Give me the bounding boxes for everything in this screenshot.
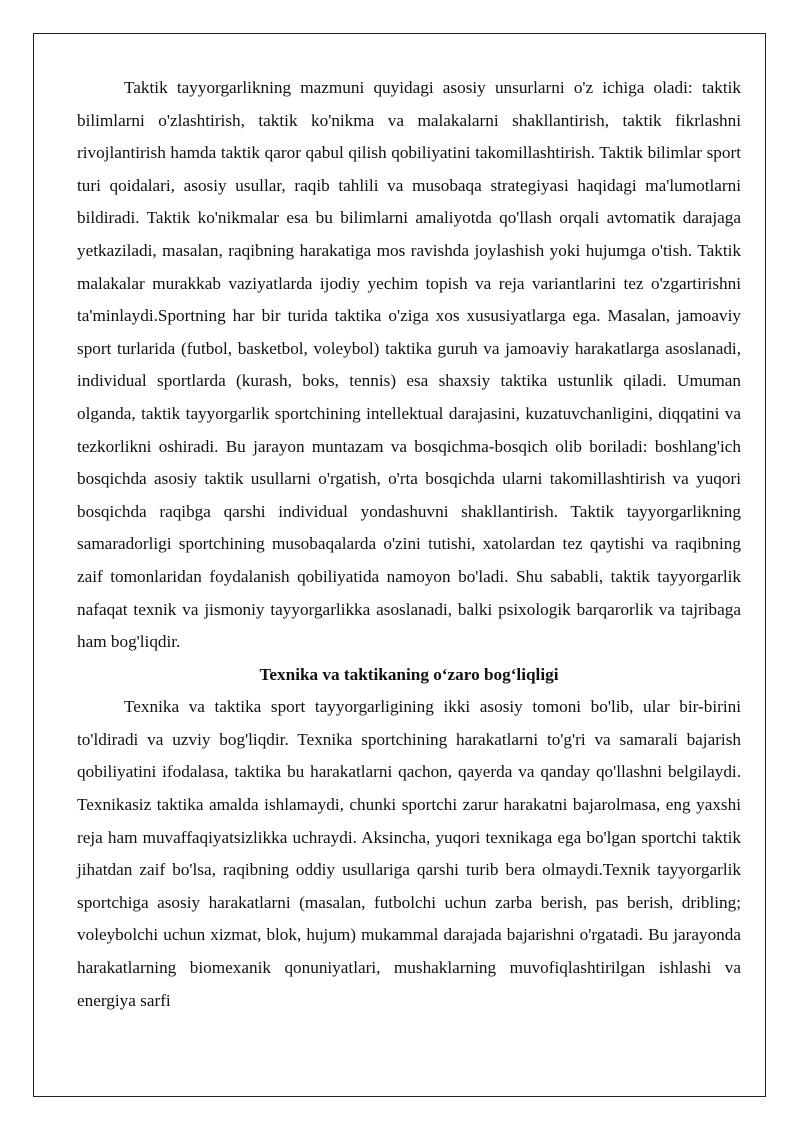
section-heading: Texnika va taktikaning o‘zaro bog‘liqligi xyxy=(259,664,559,684)
document-body xyxy=(77,72,741,1017)
paragraph-tactical-preparation: Taktik tayyorgarlikning mazmuni quyidagi asosiy unsurlarni o'z ichiga oladi: taktik bilimlarni o'zlashtirish, taktik ko'nikma va malakalarni shakllantirish, taktik fikrlashni rivojlantirish hamda taktik qaror qabul qilish qobiliyatini takomillashtirish. Taktik bilimlar sport turi qoidalari, asosiy usullar, raqib tahlili va musobaqa strategiyasi haqidagi ma'lumotlarni bildiradi. Taktik ko'nikmalar esa bu bilimlarni amaliyotda qo'llash orqali avtomatik darajaga yetkaziladi, masalan, raqibning harakatiga mos ravishda joylashish yoki hujumga o'tish. Taktik malakalar murakkab vaziyatlarda ijodiy yechim topish va reja variantlarini tez o'zgartirishni ta'minlaydi.Sportning har bir turida taktika o'ziga xos xususiyatlarga ega. Masalan, jamoaviy sport turlarida (futbol, basketbol, voleybol) taktika guruh va jamoaviy harakatlarga asoslanadi, individual sportlarda (kurash, boks, tennis) esa shaxsiy taktika ustunlik qiladi. Umuman olganda, taktik tayyorgarlik sportchining intellektual darajasini, kuzatuvchanligini, diqqatini va tezkorlikni oshiradi. Bu jarayon muntazam va bosqichma-bosqich olib boriladi: boshlang'ich bosqichda asosiy taktik usullarni o'rgatish, o'rta bosqichda ularni takomillashtirish va yuqori bosqichda raqibga qarshi individual yondashuvni shakllantirish. Taktik tayyorgarlikning samaradorligi sportchining musobaqalarda o'zini tutishi, xatolardan tez qaytishi va raqibning zaif tomonlaridan foydalanish qobiliyatida namoyon bo'ladi. Shu sababli, taktik tayyorgarlik nafaqat texnik va jismoniy tayyorgarlikka asoslanadi, balki psixologik barqarorlik va tajribaga ham bog'liqdir. xyxy=(77,78,741,652)
paragraph-technique-tactics: Texnika va taktika sport tayyorgarligining ikki asosiy tomoni bo'lib, ular bir-birini to'ldiradi va uzviy bog'liqdir. Texnika sportchining harakatlarni to'g'ri va samarali bajarish qobiliyatini ifodalasa, taktika bu harakatlarni qachon, qayerda va qanday qo'llashni belgilaydi. Texnikasiz taktika amalda ishlamaydi, chunki sportchi zarur harakatni bajarolmasa, eng yaxshi reja ham muvaffaqiyatsizlikka uchraydi. Aksincha, yuqori texnikaga ega bo'lgan sportchi taktik jihatdan zaif bo'lsa, raqibning oddiy usullariga qarshi turib bera olmaydi.Texnik tayyorgarlik sportchiga asosiy harakatlarni (masalan, futbolchi uchun zarba berish, pas berish, dribling; voleybolchi uchun xizmat, blok, hujum) mukammal darajada bajarishni o'rgatadi. Bu jarayonda harakatlarning biomexanik qonuniyatlari, mushaklarning muvofiqlashtirilgan ishlashi va energiya sarfi xyxy=(77,697,741,1010)
